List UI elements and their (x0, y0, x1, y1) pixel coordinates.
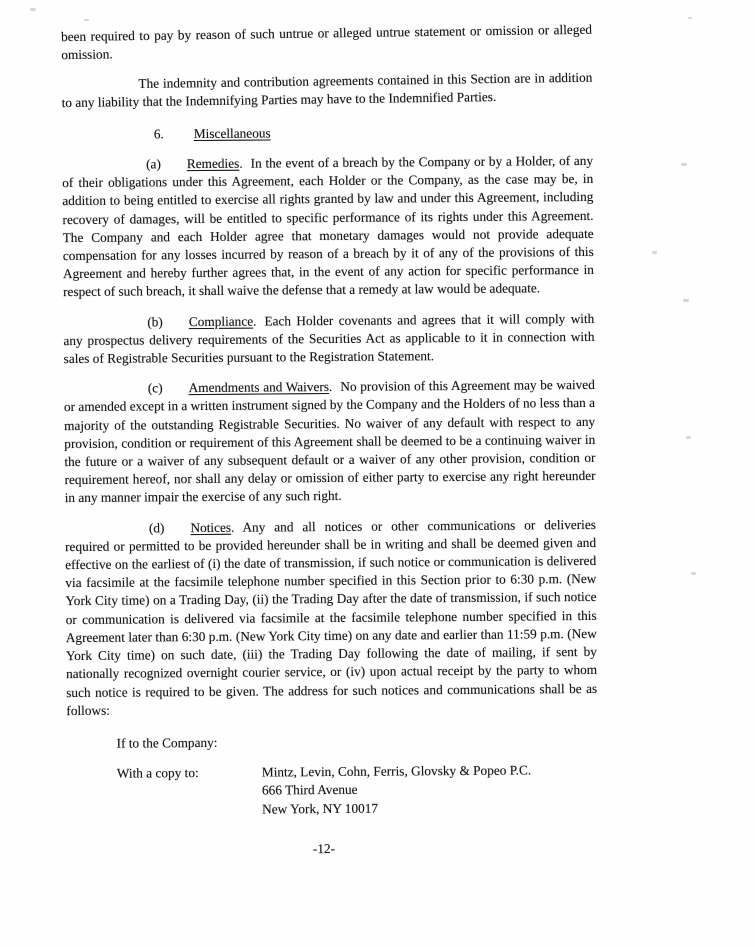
subsection-heading: Compliance (188, 313, 254, 329)
scan-speck (84, 19, 89, 21)
page-number: -12- (312, 840, 336, 856)
paragraph-intro-continuation: been required to pay by reason of such untrue or alleged untrue statement or omission or alleged omission. (60, 21, 593, 63)
subsection-b-compliance (63, 310, 594, 369)
heading-period: . (231, 519, 235, 535)
subsection-body: Each Holder covenants and agrees that it will comply with any prospectus delivery requirements of the Securities Act as applicable to it in connection with sales of Registrable Securities pursuant to the Registration Statement. (63, 310, 595, 367)
subsection-label: (b) (147, 313, 163, 330)
subsection-c-amendments-waivers (64, 376, 596, 508)
address-firm-line: Mintz, Levin, Cohn, Ferris, Glovsky & Popeo P.C. (261, 762, 532, 780)
scan-speck (683, 299, 689, 302)
heading-period: . (253, 313, 257, 329)
scan-speck (686, 436, 691, 439)
subsection-body: Any and all notices or other communications or deliveries required or permitted to be provided hereunder shall be in writing and shall be deemed given and effective on the earliest of (i) the date of transmission, if such notice or communication is delivered via facsimile at the facsimile telephone number specified in this Section prior to 6:30 p.m. (New York City time) on a Trading Day, (ii) the Trading Day after the date of transmission, if such notice or communication is delivered via facsimile at the facsimile telephone number specified in this Agreement later than 6:30 p.m. (New York City time) on any date and earlier than 11:59 p.m. (New York City time) on such date, (iii) the Trading Day following the date of mailing, if sent by nationally recognized overnight courier service, or (iv) upon actual receipt by the party to whom such notice is required to be given. The address for such notices and communications shall be as follows: (65, 516, 598, 718)
company-address-label: If to the Company: (116, 734, 218, 751)
address-city-line: New York, NY 10017 (262, 800, 379, 817)
subsection-a-remedies (62, 152, 594, 302)
section-heading-miscellaneous (62, 122, 593, 144)
subsection-label: (d) (148, 519, 165, 536)
subsection-d-notices (65, 516, 598, 720)
section-title: Miscellaneous (193, 125, 271, 141)
subsection-heading: Remedies (186, 155, 240, 172)
address-street-line: 666 Third Avenue (261, 782, 358, 798)
heading-period: . (239, 155, 243, 171)
heading-period: . (328, 379, 333, 395)
section-number: 6. (153, 126, 164, 142)
subsection-label: (c) (147, 380, 163, 396)
paragraph-indemnity: The indemnity and contribution agreements contained in this Section are in addition to any liability that the Indemnifying Parties may have to the Indemnified Parties. (61, 70, 593, 111)
copy-to-address (262, 762, 532, 819)
copy-to-label: With a copy to: (116, 765, 199, 781)
subsection-body: No provision of this Agreement may be waived or amended except in a written instrument signed by the Company and the Holders of no less than a majority of the outstanding Registrable Securities. No waiver of any default with respect to any provision, condition or requirement of this Agreement shall be deemed to be a continuing waiver in the future or a waiver of any subsequent default or a waiver of any other provision, condition or requirement hereof, nor shall any delay or omission of either party to exercise any right hereunder in any manner impair the exercise of any such right. (63, 377, 596, 506)
scan-speck (691, 572, 696, 575)
scan-speck (681, 163, 687, 166)
subsection-label: (a) (146, 156, 161, 172)
subsection-heading: Amendments and Waivers (188, 379, 330, 396)
subsection-heading: Notices (190, 519, 232, 535)
notice-address-area (67, 731, 599, 820)
document-body (60, 21, 599, 860)
subsection-body: In the event of a breach by the Company or by a Holder, of any of their obligations under this Agreement, each Holder or the Company, as the case may be, in addition to being entitled to exercise all rights granted by law and under this Agreement, including recovery of damages, will be entitled to specific performance of its rights under this Agreement. The Company and each Holder agree that monetary damages would not provide adequate compensation for any losses incurred by reason of a breach by it of any of the provisions of this Agreement and hereby further agrees that, in the event of any action for specific performance in respect of such breach, it shall waive the defense that a remedy at law would be adequate. (62, 152, 594, 300)
copy-to-row (117, 761, 598, 819)
scan-speck (652, 251, 657, 254)
scan-speck (688, 17, 692, 19)
scan-speck (30, 8, 36, 11)
